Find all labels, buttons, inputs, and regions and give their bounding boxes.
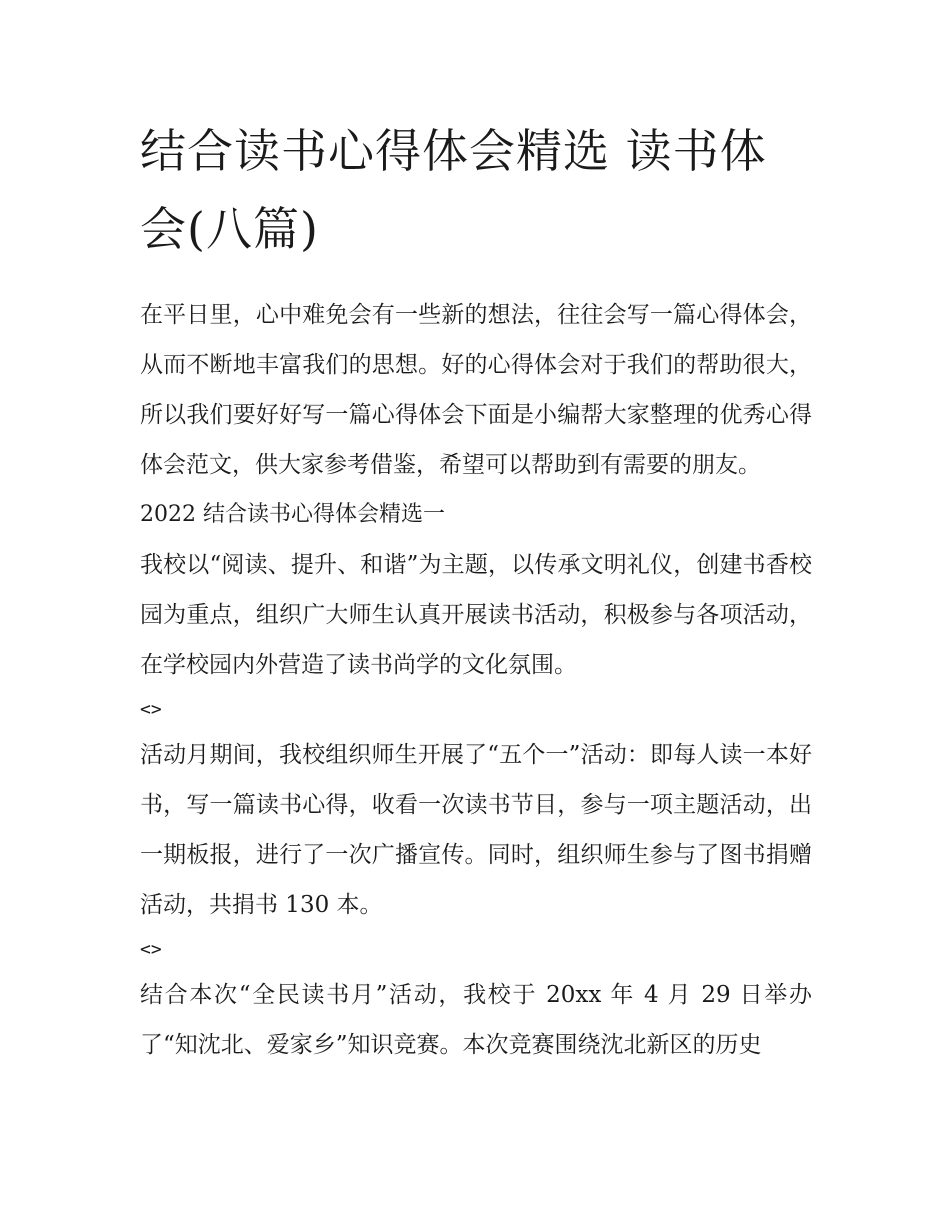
body-paragraph: 活动月期间，我校组织师生开展了“五个一”活动：即每人读一本好书，写一篇读书心得，收看一次读书节目，参与一项主题活动，出一期板报，进行了一次广播宣传。同时，组织师生参与了图书捐赠活动，共捐书 130 本。	[140, 742, 812, 918]
placeholder-marker: <>	[140, 939, 162, 960]
placeholder-marker: <>	[140, 699, 162, 720]
section-heading: 2022 结合读书心得体会精选一	[140, 502, 445, 527]
intro-paragraph: 在平日里，心中难免会有一些新的想法，往往会写一篇心得体会，从而不断地丰富我们的思想。好的心得体会对于我们的帮助很大，所以我们要好好写一篇心得体会下面是小编帮大家整理的优秀心得体会范文，供大家参考借鉴，希望可以帮助到有需要的朋友。	[140, 302, 812, 478]
body-paragraph: 我校以“阅读、提升、和谐”为主题，以传承文明礼仪，创建书香校园为重点，组织广大师生认真开展读书活动，积极参与各项活动，在学校园内外营造了读书尚学的文化氛围。	[140, 552, 812, 678]
body-paragraph: 结合本次“全民读书月”活动，我校于 20xx 年 4 月 29 日举办了“知沈北、爱家乡”知识竞赛。本次竞赛围绕沈北新区的历史	[140, 982, 812, 1058]
document-title: 结合读书心得体会精选 读书体会(八篇)	[140, 124, 767, 256]
document-page	[140, 0, 812, 1070]
